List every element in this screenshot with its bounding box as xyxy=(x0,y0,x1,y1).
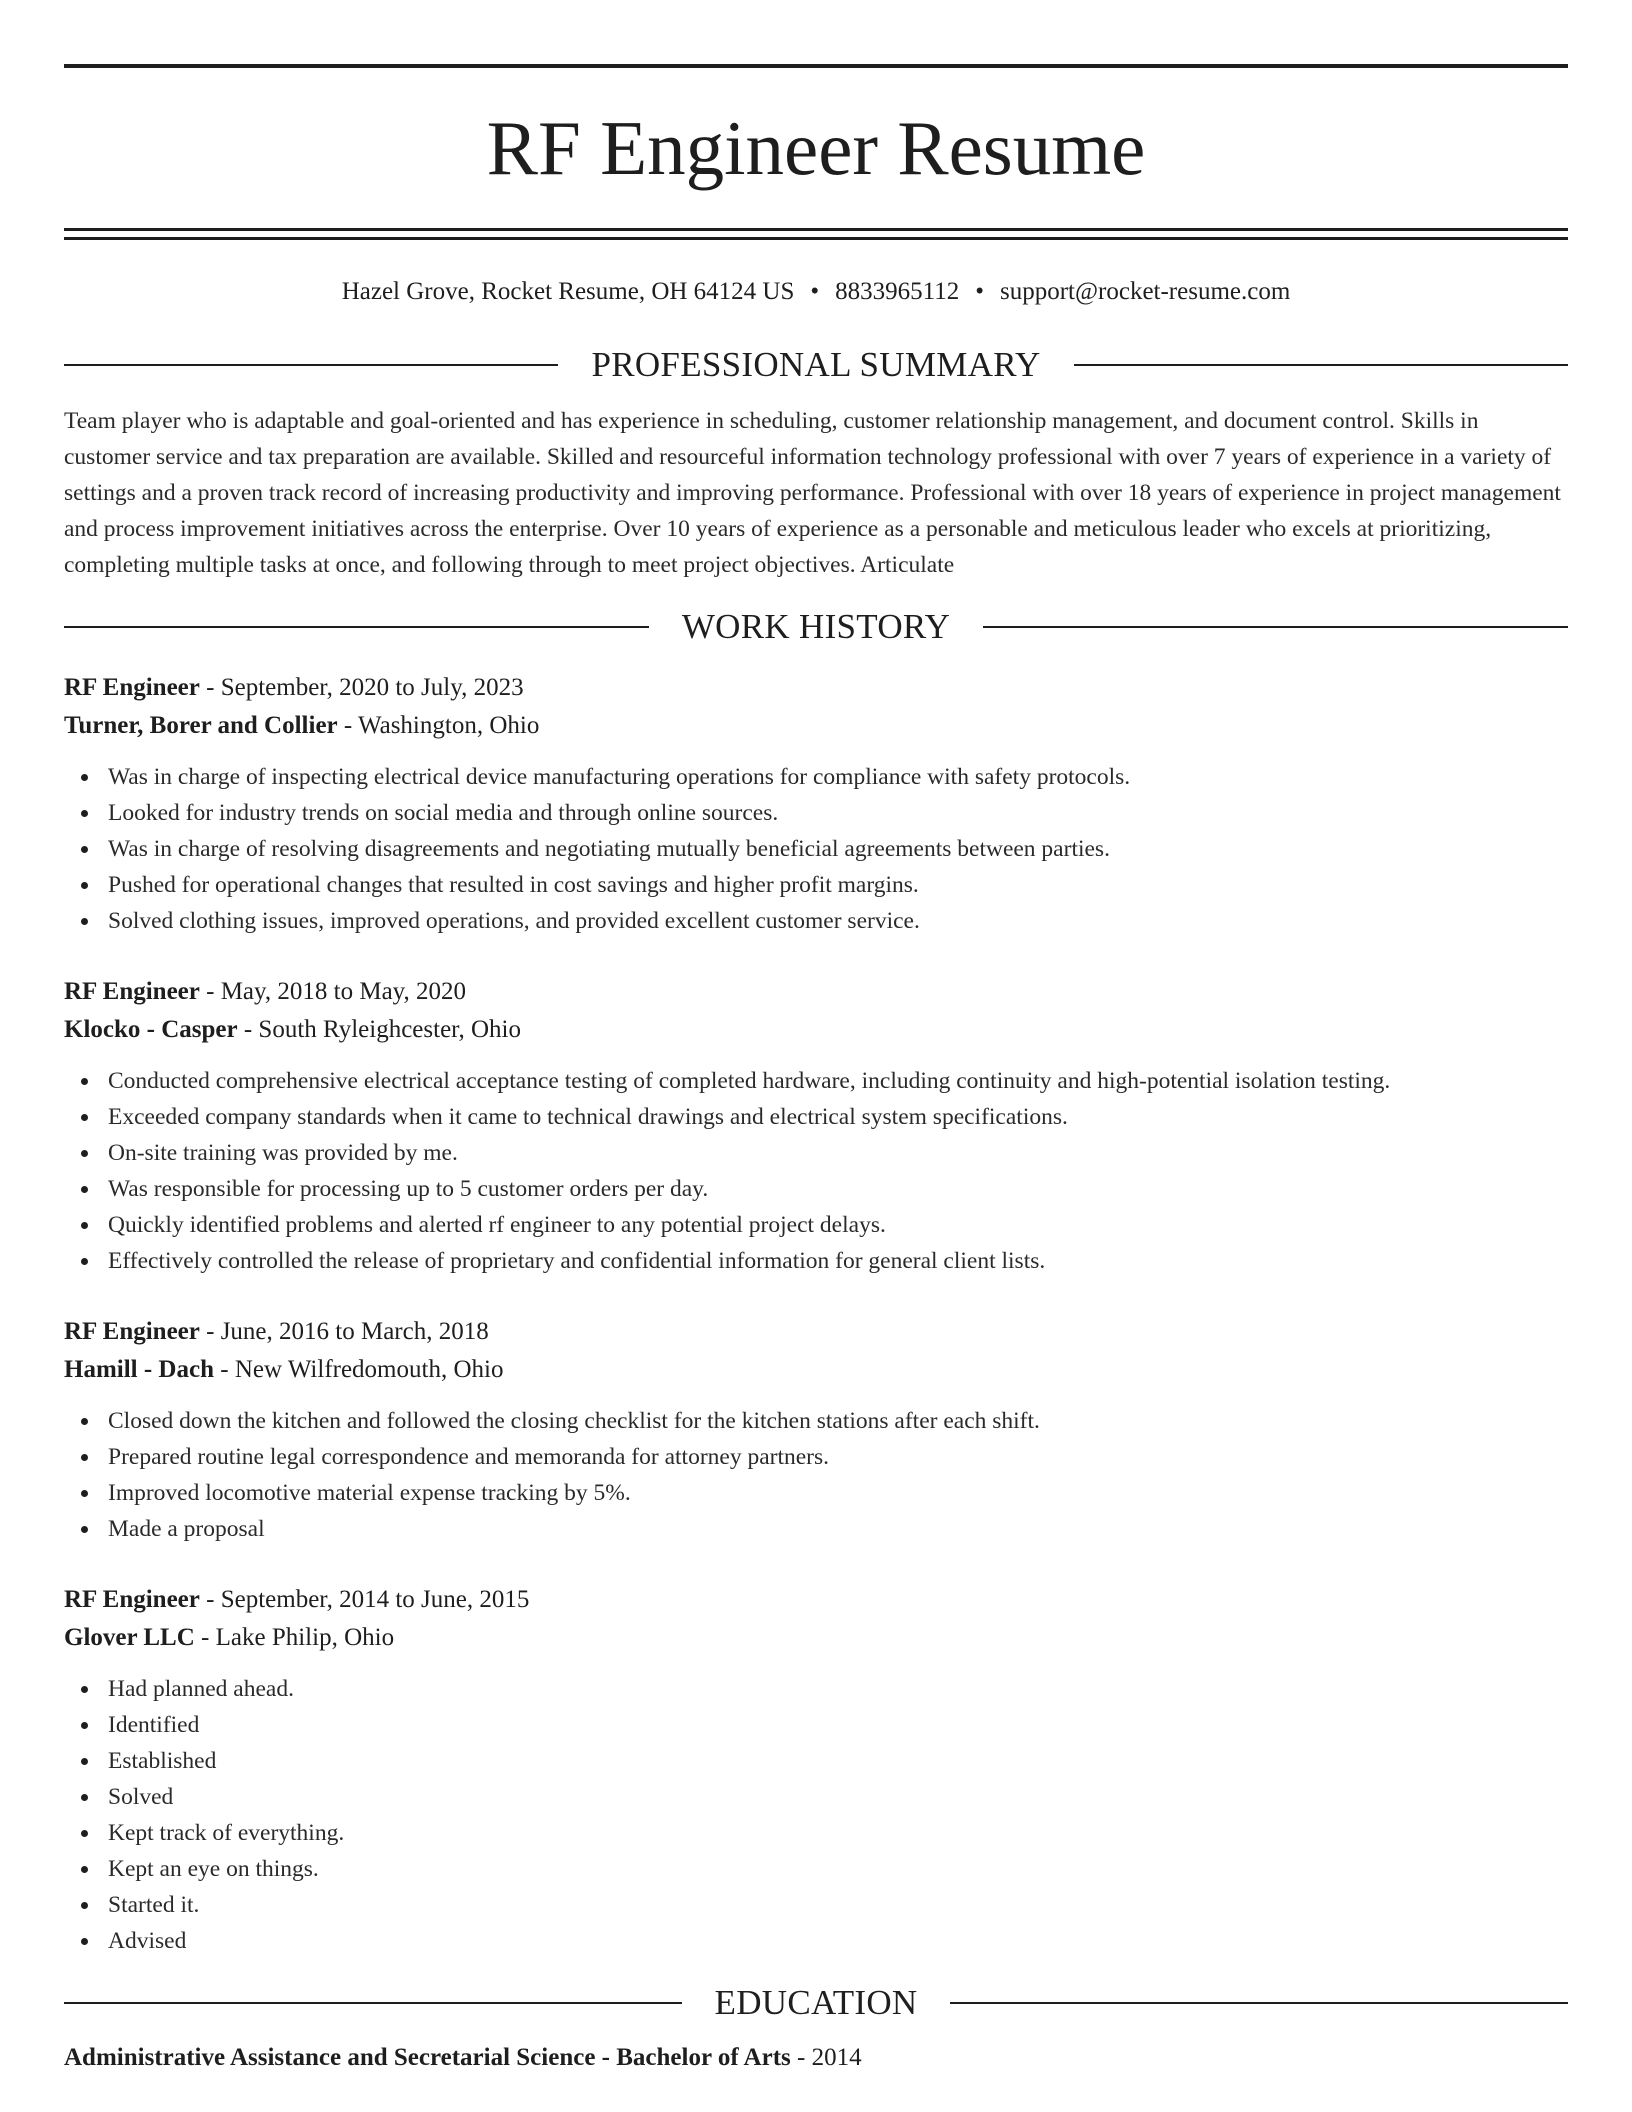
job-title-line xyxy=(64,1313,1568,1351)
contact-line xyxy=(64,277,1568,307)
job-entry xyxy=(64,973,1568,1279)
list-item: Conducted comprehensive electrical acceptance testing of completed hardware, including continuity and high-potential isolation testing. xyxy=(64,1063,1568,1099)
work-heading xyxy=(64,607,1568,647)
job-bullets xyxy=(64,1671,1568,1959)
job-role: RF Engineer xyxy=(64,1585,200,1613)
education-degree: Administrative Assistance and Secretarial Science - Bachelor of Arts xyxy=(64,2043,791,2071)
job-location: - New Wilfredomouth, Ohio xyxy=(214,1355,504,1383)
list-item: Advised xyxy=(64,1923,1568,1959)
list-item: Had planned ahead. xyxy=(64,1671,1568,1707)
contact-email: support@rocket-resume.com xyxy=(1000,278,1291,305)
job-company: Klocko - Casper xyxy=(64,1015,238,1043)
education-entry xyxy=(64,2039,1568,2077)
work-heading-label: WORK HISTORY xyxy=(681,606,951,646)
job-role: RF Engineer xyxy=(64,673,200,701)
job-title-line xyxy=(64,1581,1568,1619)
job-location: - South Ryleighcester, Ohio xyxy=(237,1015,521,1043)
list-item: Was responsible for processing up to 5 customer orders per day. xyxy=(64,1171,1568,1207)
job-entry xyxy=(64,1581,1568,1959)
list-item: Was in charge of resolving disagreements and negotiating mutually beneficial agreements between parties. xyxy=(64,831,1568,867)
job-title-line xyxy=(64,973,1568,1011)
list-item: Was in charge of inspecting electrical device manufacturing operations for compliance with safety protocols. xyxy=(64,759,1568,795)
contact-separator: • xyxy=(810,278,820,305)
job-dates: - May, 2018 to May, 2020 xyxy=(199,977,467,1005)
job-company-line xyxy=(64,1351,1568,1389)
list-item: Closed down the kitchen and followed the closing checklist for the kitchen stations after each shift. xyxy=(64,1403,1568,1439)
education-heading-label: EDUCATION xyxy=(714,1982,918,2022)
heading-rule-left xyxy=(64,364,558,366)
job-location: - Lake Philip, Ohio xyxy=(194,1623,395,1651)
job-role: RF Engineer xyxy=(64,1317,200,1345)
list-item: Solved clothing issues, improved operations, and provided excellent customer service. xyxy=(64,903,1568,939)
list-item: Pushed for operational changes that resulted in cost savings and higher profit margins. xyxy=(64,867,1568,903)
contact-address: Hazel Grove, Rocket Resume, OH 64124 US xyxy=(341,278,795,305)
summary-text: Team player who is adaptable and goal-oriented and has experience in scheduling, customer relationship management, and document control. Skills in customer service and tax preparation are available. Skilled and resourceful information technology professional with over 7 years of experience in a variety of settings and a proven track record of increasing productivity and improving performance. Professional with over 18 years of experience in project management and process improvement initiatives across the enterprise. Over 10 years of experience as a personable and meticulous leader who excels at prioritizing, completing multiple tasks at once, and following through to meet project objectives. Articulate xyxy=(64,408,1561,578)
job-company: Turner, Borer and Collier xyxy=(64,711,338,739)
summary-heading-label: PROFESSIONAL SUMMARY xyxy=(591,345,1041,384)
job-bullets xyxy=(64,1403,1568,1547)
job-role: RF Engineer xyxy=(64,977,200,1005)
job-dates: - September, 2020 to July, 2023 xyxy=(199,673,524,701)
contact-phone: 8833965112 xyxy=(835,278,960,305)
job-bullets xyxy=(64,1063,1568,1279)
list-item: Made a proposal xyxy=(64,1511,1568,1547)
job-entry xyxy=(64,1313,1568,1547)
job-bullets xyxy=(64,759,1568,939)
list-item: Started it. xyxy=(64,1887,1568,1923)
job-company-line xyxy=(64,707,1568,745)
job-company-line xyxy=(64,1619,1568,1657)
list-item: Solved xyxy=(64,1779,1568,1815)
list-item: Effectively controlled the release of proprietary and confidential information for general client lists. xyxy=(64,1243,1568,1279)
summary-heading xyxy=(64,345,1568,385)
job-company: Hamill - Dach xyxy=(64,1355,214,1383)
top-rule xyxy=(64,64,1568,68)
heading-rule-right xyxy=(1074,364,1568,366)
page-title: RF Engineer Resume xyxy=(486,105,1146,191)
job-entry xyxy=(64,669,1568,939)
list-item: Established xyxy=(64,1743,1568,1779)
education-year: - 2014 xyxy=(790,2043,862,2071)
job-dates: - June, 2016 to March, 2018 xyxy=(199,1317,489,1345)
list-item: Kept an eye on things. xyxy=(64,1851,1568,1887)
job-location: - Washington, Ohio xyxy=(337,711,540,739)
list-item: On-site training was provided by me. xyxy=(64,1135,1568,1171)
title-rule-bottom xyxy=(64,237,1568,240)
job-company: Glover LLC xyxy=(64,1623,195,1651)
list-item: Exceeded company standards when it came to technical drawings and electrical system specifications. xyxy=(64,1099,1568,1135)
list-item: Identified xyxy=(64,1707,1568,1743)
heading-rule-left xyxy=(64,2002,682,2004)
heading-rule-left xyxy=(64,626,649,628)
job-title-line xyxy=(64,669,1568,707)
contact-separator: • xyxy=(975,278,984,305)
work-history-list xyxy=(64,669,1568,1959)
list-item: Looked for industry trends on social media and through online sources. xyxy=(64,795,1568,831)
list-item: Quickly identified problems and alerted rf engineer to any potential project delays. xyxy=(64,1207,1568,1243)
list-item: Improved locomotive material expense tracking by 5%. xyxy=(64,1475,1568,1511)
list-item: Prepared routine legal correspondence and memoranda for attorney partners. xyxy=(64,1439,1568,1475)
heading-rule-right xyxy=(950,2002,1568,2004)
list-item: Kept track of everything. xyxy=(64,1815,1568,1851)
title-rule-top xyxy=(64,228,1568,231)
job-company-line xyxy=(64,1011,1568,1049)
education-heading xyxy=(64,1983,1568,2023)
heading-rule-right xyxy=(983,626,1568,628)
job-dates: - September, 2014 to June, 2015 xyxy=(199,1585,530,1613)
